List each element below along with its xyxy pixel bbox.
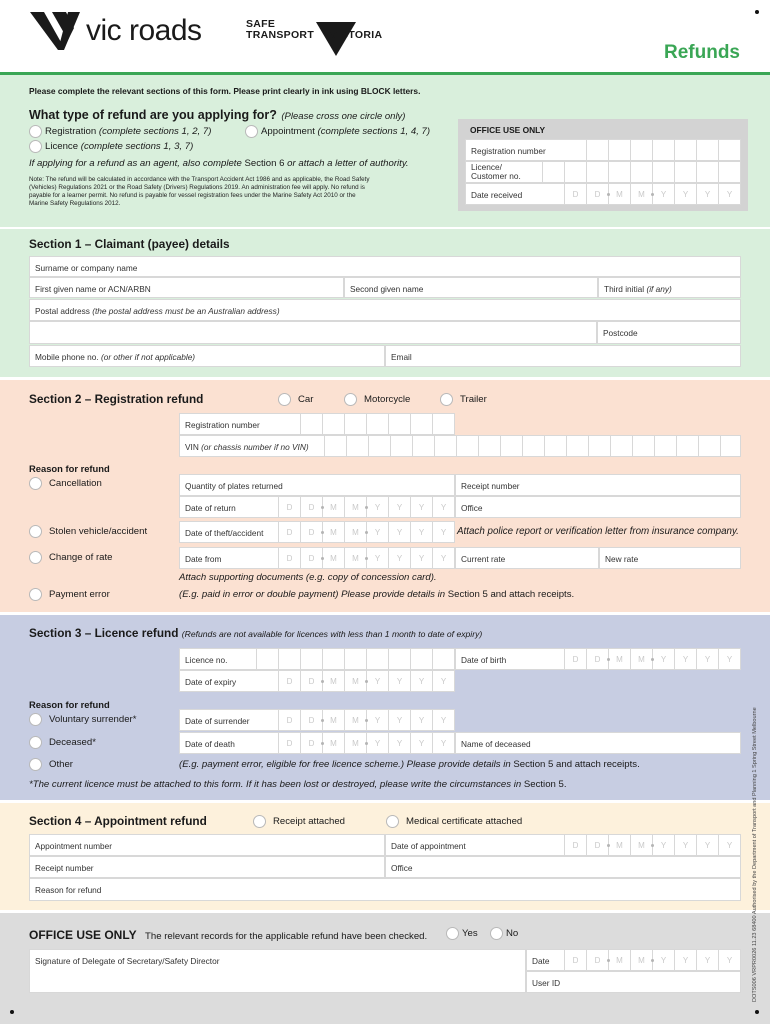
deceased-label: Deceased* [49, 737, 96, 748]
date-cell[interactable]: Y [388, 522, 410, 542]
date-cell[interactable]: D [300, 522, 322, 542]
date-death-field[interactable]: Date of death D D M M Y Y Y Y [179, 732, 455, 754]
date-cell[interactable]: Y [696, 835, 718, 855]
date-cell[interactable]: D [586, 835, 608, 855]
postcode-field[interactable]: Postcode [597, 321, 741, 344]
office-licence-customer-no[interactable]: Licence/ Customer no. [465, 161, 741, 183]
date-cell[interactable]: Y [696, 649, 718, 669]
office-field[interactable]: Office [455, 496, 741, 518]
vicroads-wordmark: vic roads [86, 14, 202, 47]
appt-receipt-number-field[interactable]: Receipt number [29, 856, 385, 878]
second-given-name-field[interactable]: Second given name [344, 277, 598, 298]
safe-transport-victoria-logo: SAFE TRANSPORT VICTORIA [246, 18, 396, 62]
appointment-option: Appointment (complete sections 1, 4, 7) [261, 126, 431, 137]
date-cell[interactable]: M [322, 733, 344, 753]
third-initial-field[interactable]: Third initial (if any) [598, 277, 741, 298]
date-cell[interactable]: D [564, 649, 586, 669]
section3-band [0, 615, 770, 800]
receipt-attached-radio[interactable] [253, 815, 266, 828]
date-cell[interactable]: M [608, 649, 630, 669]
date-cell[interactable]: M [344, 710, 366, 730]
date-cell[interactable]: Y [432, 733, 454, 753]
office-date-field[interactable]: Date D D M M Y Y Y Y [526, 949, 741, 971]
office-no-label: No [506, 928, 519, 939]
section2-title: Section 2 – Registration refund [29, 392, 204, 406]
licence-radio[interactable] [29, 140, 42, 153]
other-note: (E.g. payment error, eligible for free licence scheme.) Please provide details in Section 5 and attach receipts. [179, 759, 640, 770]
supporting-docs-note: Attach supporting documents (e.g. copy of concession card). [179, 572, 437, 583]
vin-field[interactable]: VIN (or chassis number if no VIN) [179, 435, 741, 457]
date-cell[interactable]: Y [366, 497, 388, 517]
date-cell[interactable]: Y [366, 710, 388, 730]
office-footer-heading: OFFICE USE ONLY The relevant records for the applicable refund have been checked. [29, 928, 428, 942]
date-cell[interactable]: Y [652, 950, 674, 970]
office-no-radio[interactable] [490, 927, 503, 940]
registration-radio[interactable] [29, 125, 42, 138]
office-date-received[interactable]: Date received D D M M Y Y Y Y [465, 183, 741, 205]
date-cell[interactable]: Y [410, 497, 432, 517]
date-cell[interactable]: Y [410, 710, 432, 730]
date-cell[interactable]: M [608, 950, 630, 970]
vicroads-logo-mark [30, 10, 82, 52]
receipt-attached-label: Receipt attached [273, 816, 345, 827]
date-cell[interactable]: M [608, 184, 630, 204]
appt-reason-field[interactable]: Reason for refund [29, 878, 741, 901]
registration-mark-top-right [755, 10, 759, 14]
trailer-radio[interactable] [440, 393, 453, 406]
registration-option: Registration (complete sections 1, 2, 7) [45, 126, 212, 137]
vicroads-logo [30, 10, 220, 52]
date-cell[interactable]: Y [718, 649, 740, 669]
trailer-label: Trailer [460, 394, 487, 405]
current-rate-field[interactable]: Current rate [455, 547, 599, 569]
user-id-field[interactable]: User ID [526, 971, 741, 993]
date-cell[interactable]: Y [674, 184, 696, 204]
date-of-appointment-field[interactable]: Date of appointment D D M M Y Y Y Y [385, 834, 741, 856]
police-report-note: Attach police report or verification letter from insurance company. [457, 526, 739, 537]
date-cell[interactable]: M [344, 733, 366, 753]
section1-title: Section 1 – Claimant (payee) details [29, 237, 230, 251]
date-cell[interactable]: D [278, 671, 300, 691]
other-label: Other [49, 759, 73, 770]
date-cell[interactable]: Y [388, 548, 410, 568]
registration-mark-bottom-right [755, 1010, 759, 1014]
date-cell[interactable]: Y [388, 710, 410, 730]
date-cell[interactable]: D [300, 548, 322, 568]
date-cell[interactable]: D [586, 184, 608, 204]
date-cell[interactable]: D [278, 548, 300, 568]
payment-error-note: (E.g. paid in error or double payment) Please provide details in Section 5 and attach receipts. [179, 589, 575, 600]
date-cell[interactable]: Y [652, 184, 674, 204]
other-radio[interactable] [29, 758, 42, 771]
authorisation-side-note: DOTS006 VRPR0026 11.23 68400 Authorised by the Department of Transport and Planning 1 Spring Street Melbourne [752, 707, 758, 1002]
delegate-signature-field[interactable]: Signature of Delegate of Secretary/Safety Director [29, 949, 526, 993]
date-cell[interactable]: Y [696, 184, 718, 204]
date-cell[interactable]: Y [366, 671, 388, 691]
date-cell[interactable]: D [586, 950, 608, 970]
date-cell[interactable]: D [564, 184, 586, 204]
date-of-birth-field[interactable]: Date of birth D D M M Y Y Y Y [455, 648, 741, 670]
date-cell[interactable]: D [300, 733, 322, 753]
stolen-label: Stolen vehicle/accident [49, 526, 148, 537]
registration-number-field[interactable]: Registration number [179, 413, 455, 435]
date-cell[interactable]: D [564, 950, 586, 970]
date-cell[interactable]: Y [410, 522, 432, 542]
date-cell[interactable]: Y [432, 522, 454, 542]
date-cell[interactable]: M [322, 671, 344, 691]
first-given-name-field[interactable]: First given name or ACN/ARBN [29, 277, 344, 298]
voluntary-surrender-radio[interactable] [29, 713, 42, 726]
mobile-phone-field[interactable]: Mobile phone no. (or other if not applicable) [29, 345, 385, 367]
appointment-radio[interactable] [245, 125, 258, 138]
date-cell[interactable]: Y [674, 649, 696, 669]
date-cell[interactable]: Y [718, 835, 740, 855]
date-cell[interactable]: Y [718, 184, 740, 204]
office-yes-radio[interactable] [446, 927, 459, 940]
medical-certificate-label: Medical certificate attached [406, 816, 523, 827]
postal-address-field[interactable]: Postal address (the postal address must be an Australian address) [29, 299, 741, 321]
payment-error-label: Payment error [49, 589, 110, 600]
date-cell[interactable]: D [278, 733, 300, 753]
date-cell[interactable]: M [630, 649, 652, 669]
date-cell[interactable]: M [344, 522, 366, 542]
date-cell[interactable]: M [322, 497, 344, 517]
date-cell[interactable]: D [586, 649, 608, 669]
registration-mark-bottom-left [10, 1010, 14, 1014]
date-theft-field[interactable]: Date of theft/accident D D M M Y Y Y Y [179, 521, 455, 543]
change-rate-radio[interactable] [29, 551, 42, 564]
section2-reason-title: Reason for refund [29, 463, 110, 474]
cancellation-radio[interactable] [29, 477, 42, 490]
licence-no-field[interactable]: Licence no. [179, 648, 455, 670]
date-cell[interactable]: Y [388, 497, 410, 517]
medical-certificate-radio[interactable] [386, 815, 399, 828]
date-cell[interactable]: M [630, 184, 652, 204]
section3-reason-title: Reason for refund [29, 699, 110, 710]
cancellation-label: Cancellation [49, 478, 102, 489]
date-cell[interactable]: Y [432, 671, 454, 691]
date-surrender-field[interactable]: Date of surrender D D M M Y Y Y Y [179, 709, 455, 731]
date-cell[interactable]: Y [432, 497, 454, 517]
licence-option: Licence (complete sections 1, 3, 7) [45, 141, 194, 152]
section4-title: Section 4 – Appointment refund [29, 814, 207, 828]
appointment-number-field[interactable]: Appointment number [29, 834, 385, 856]
office-registration-number[interactable]: Registration number [465, 139, 741, 161]
deceased-radio[interactable] [29, 736, 42, 749]
date-cell[interactable]: Y [674, 835, 696, 855]
date-cell[interactable]: Y [432, 710, 454, 730]
refund-type-question: What type of refund are you applying for? (Please cross one circle only) [29, 108, 406, 122]
office-yes-label: Yes [462, 928, 478, 939]
date-cell[interactable]: M [608, 835, 630, 855]
date-cell[interactable]: D [300, 497, 322, 517]
date-cell[interactable]: M [322, 548, 344, 568]
fine-print: Note: The refund will be calculated in accordance with the Transport Accident Act 1986 and as applicable, the Road Safety (Vehicles) Regulations 2021 or the Road Safety (Drivers) Regulations 2019. An administration fee will apply. No refund is payable for a learner permit. No refund is payable for vessel registration fees under the Marine Safety Act 2010 or the Marine Safety Regulations 2012. [29, 176, 370, 207]
date-cell[interactable]: M [630, 835, 652, 855]
date-cell[interactable]: Y [410, 548, 432, 568]
date-cell[interactable]: Y [696, 950, 718, 970]
date-cell[interactable]: Y [388, 733, 410, 753]
date-cell[interactable]: Y [432, 548, 454, 568]
car-radio[interactable] [278, 393, 291, 406]
date-cell[interactable]: M [344, 497, 366, 517]
agent-note: If applying for a refund as an agent, also complete Section 6 or attach a letter of authority. [29, 158, 409, 169]
licence-footnote: *The current licence must be attached to this form. If it has been lost or destroyed, please write the circumstances in Section 5. [29, 779, 567, 790]
car-label: Car [298, 394, 314, 405]
office-use-title: OFFICE USE ONLY [470, 125, 546, 135]
postal-address-line2[interactable] [29, 321, 597, 344]
receipt-number-field[interactable]: Receipt number [455, 474, 741, 496]
date-cell[interactable]: M [322, 522, 344, 542]
instruction-text: Please complete the relevant sections of this form. Please print clearly in ink using BLOCK letters. [29, 86, 421, 96]
date-cell[interactable]: Y [388, 671, 410, 691]
date-cell[interactable]: Y [366, 733, 388, 753]
motorcycle-radio[interactable] [344, 393, 357, 406]
date-from-field[interactable]: Date from D D M M Y Y Y Y [179, 547, 455, 569]
date-cell[interactable]: D [300, 671, 322, 691]
new-rate-field[interactable]: New rate [599, 547, 741, 569]
name-deceased-field[interactable]: Name of deceased [455, 732, 741, 754]
date-cell[interactable]: D [300, 710, 322, 730]
appt-office-field[interactable]: Office [385, 856, 741, 878]
date-cell[interactable]: Y [366, 522, 388, 542]
payment-error-radio[interactable] [29, 588, 42, 601]
date-cell[interactable]: Y [718, 950, 740, 970]
voluntary-surrender-label: Voluntary surrender* [49, 714, 137, 725]
date-cell[interactable]: Y [674, 950, 696, 970]
motorcycle-label: Motorcycle [364, 394, 411, 405]
date-of-expiry-field[interactable]: Date of expiry D D M M Y Y Y Y [179, 670, 455, 692]
section3-title: Section 3 – Licence refund (Refunds are not available for licences with less than 1 month to date of expiry) [29, 626, 483, 640]
date-cell[interactable]: D [278, 497, 300, 517]
date-of-return-field[interactable]: Date of return D D M M Y Y Y Y [179, 496, 455, 518]
stolen-radio[interactable] [29, 525, 42, 538]
page-title: Refunds [664, 42, 740, 63]
email-field[interactable]: Email [385, 345, 741, 367]
date-cell[interactable]: D [278, 710, 300, 730]
date-cell[interactable]: D [278, 522, 300, 542]
date-cell[interactable]: Y [410, 733, 432, 753]
plates-returned-field[interactable]: Quantity of plates returned [179, 474, 455, 496]
date-cell[interactable]: Y [366, 548, 388, 568]
date-cell[interactable]: M [344, 548, 366, 568]
date-cell[interactable]: M [630, 950, 652, 970]
date-cell[interactable]: Y [410, 671, 432, 691]
date-cell[interactable]: Y [652, 835, 674, 855]
date-cell[interactable]: M [344, 671, 366, 691]
date-cell[interactable]: Y [652, 649, 674, 669]
change-rate-label: Change of rate [49, 552, 113, 563]
date-cell[interactable]: M [322, 710, 344, 730]
date-cell[interactable]: D [564, 835, 586, 855]
surname-field[interactable]: Surname or company name [29, 256, 741, 277]
